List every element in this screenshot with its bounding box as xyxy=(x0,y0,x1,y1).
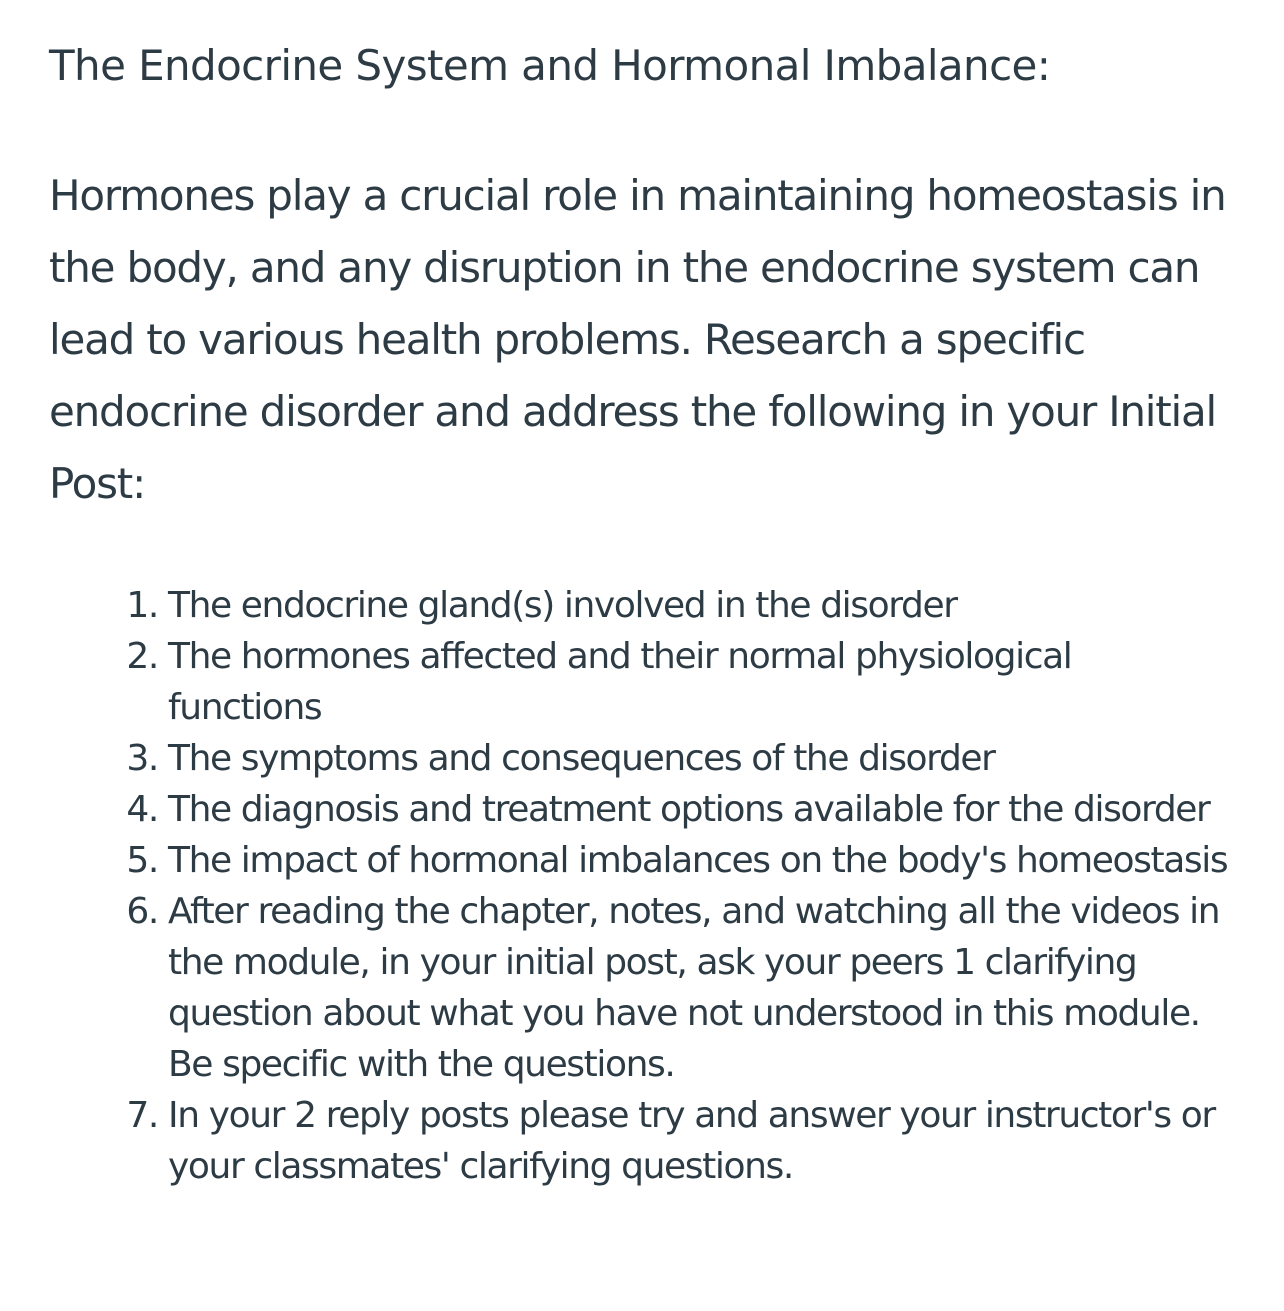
list-item: 2. The hormones affected and their normal physiological functions xyxy=(168,631,1233,733)
list-item: 6. After reading the chapter, notes, and watching all the videos in the module, in your initial post, ask your peers 1 clarifying question about what you have not understood in this module. Be specific with the questions. xyxy=(168,886,1233,1090)
list-item: 7. In your 2 reply posts please try and answer your instructor's or your classmates' clarifying questions. xyxy=(168,1090,1233,1192)
task-list xyxy=(49,580,1233,1192)
list-item: 5. The impact of hormonal imbalances on the body's homeostasis xyxy=(168,835,1233,886)
list-item: 4. The diagnosis and treatment options available for the disorder xyxy=(168,784,1233,835)
list-item: 3. The symptoms and consequences of the disorder xyxy=(168,733,1233,784)
list-item: 1. The endocrine gland(s) involved in the disorder xyxy=(168,580,1233,631)
page-title: The Endocrine System and Hormonal Imbalance: xyxy=(49,41,1051,90)
intro-paragraph: Hormones play a crucial role in maintaining homeostasis in the body, and any disruption in the endocrine system can lead to various health problems. Research a specific endocrine disorder and address the following in your Initial Post: xyxy=(49,171,1226,508)
assignment-content xyxy=(49,36,1249,1192)
